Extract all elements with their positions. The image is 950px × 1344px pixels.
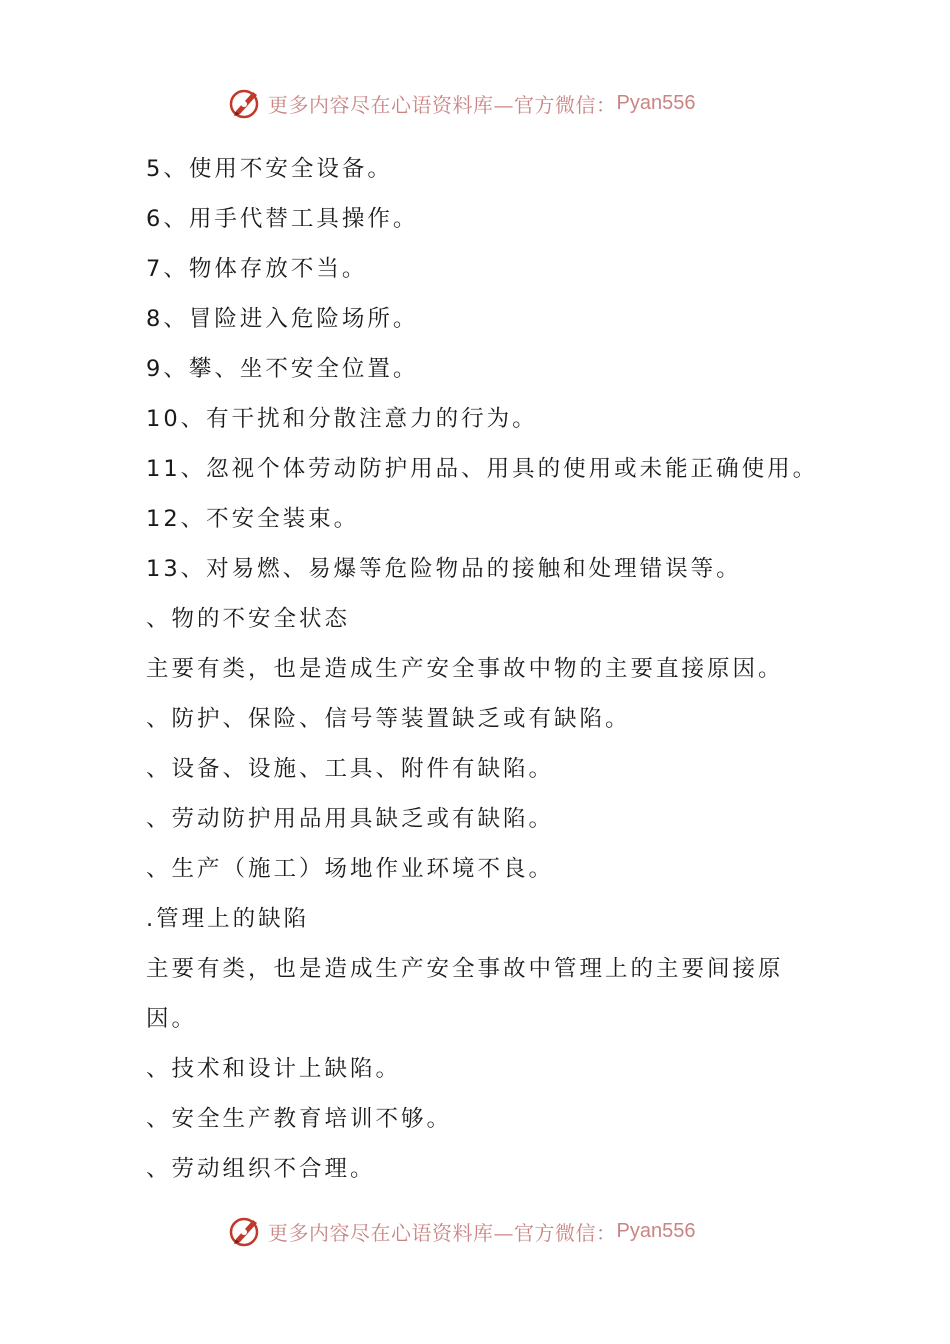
text-line: 11、忽视个体劳动防护用品、用具的使用或未能正确使用。 [146, 456, 818, 482]
text-line: 9、攀、坐不安全位置。 [146, 356, 419, 382]
text-line: 10、有干扰和分散注意力的行为。 [146, 406, 538, 432]
text-line: 主要有类，也是造成生产安全事故中物的主要直接原因。 [146, 656, 784, 682]
text-line: 13、对易燃、易爆等危险物品的接触和处理错误等。 [146, 556, 742, 582]
text-line: 、设备、设施、工具、附件有缺陷。 [146, 756, 555, 782]
banner-wechat-id: Pyan556 [616, 91, 696, 114]
banner-text: 更多内容尽在心语资料库—官方微信： [268, 1220, 617, 1245]
section-heading: .管理上的缺陷 [146, 906, 310, 932]
pen-logo-icon [226, 1213, 262, 1249]
text-line: 、劳动防护用品用具缺乏或有缺陷。 [146, 806, 555, 832]
document-body [146, 144, 818, 1194]
text-line: 7、物体存放不当。 [146, 256, 368, 282]
pen-logo-icon [226, 85, 262, 121]
text-line: 5、使用不安全设备。 [146, 156, 393, 182]
text-line: 6、用手代替工具操作。 [146, 206, 419, 232]
header-banner [226, 83, 695, 123]
banner-text: 更多内容尽在心语资料库—官方微信： [268, 92, 617, 117]
text-line: 、劳动组织不合理。 [146, 1156, 376, 1182]
text-line: 12、不安全装束。 [146, 506, 360, 532]
text-line: 8、冒险进入危险场所。 [146, 306, 419, 332]
text-line: 、技术和设计上缺陷。 [146, 1056, 402, 1082]
banner-wechat-id: Pyan556 [616, 1219, 696, 1242]
text-line: 、防护、保险、信号等装置缺乏或有缺陷。 [146, 706, 631, 732]
footer-banner [226, 1211, 695, 1251]
text-line: 、生产（施工）场地作业环境不良。 [146, 856, 555, 882]
section-heading: 、物的不安全状态 [146, 606, 351, 632]
text-paragraph: 主要有类，也是造成生产安全事故中管理上的主要间接原因。 [146, 956, 784, 1032]
text-line: 、安全生产教育培训不够。 [146, 1106, 453, 1132]
